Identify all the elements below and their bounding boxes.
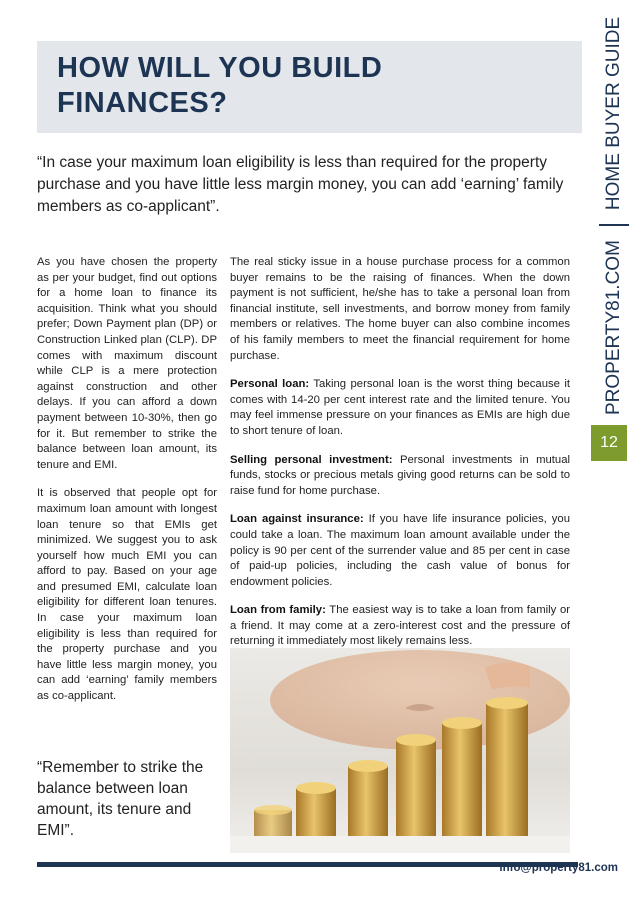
coin-stack-3: [396, 740, 436, 836]
coin-stack-2-top: [348, 760, 388, 772]
guide-label: HOME BUYER GUIDE: [603, 16, 624, 211]
section-heading: Selling personal investment:: [230, 453, 393, 466]
coins-photo: [230, 648, 570, 853]
section-body: Taking personal loan is the worst thing because it comes with 14-20 per cent interest rate and the limited tenure. You may feel immense pressure on your finances as EMIs are high due to short tenure of loan.: [230, 378, 571, 437]
section-heading: Loan against insurance:: [230, 513, 364, 526]
section-loan-against-insurance: [230, 512, 570, 590]
section-body: If you have life insurance policies, you could take a loan. The maximum loan amount available under the policy is 90 per cent of the surrender value and 85 per cent in case of paid-up policies, including the cash value of bonus for endowment policies.: [230, 513, 570, 588]
page-number: 12: [591, 425, 627, 461]
coin-stack-2: [348, 766, 388, 836]
left-paragraph-2: It is observed that people opt for maximum loan amount with longest loan tenure so that EMIs get minimized. We suggest you to ask yourself how much EMI you can afford to pay. Based on your age and presumed EMI, calculate loan eligibility for different loan tenures. In case your maximum loan eligibility is less than required for the property purchase and you have little less margin money, you can add ‘earning’ family members as co-applicant.: [37, 487, 217, 703]
title-line-2: FINANCES?: [57, 87, 228, 119]
left-paragraph-1: As you have chosen the property as per your budget, find out options for a home loan to finance its acquisition. Think what you should prefer; Down Payment plan (DP) or Construction Linked plan (CLP). DP comes with maximum discount while CLP is a mere protection against construction and other delays. If you can afford a down payment between 10-30%, then go for it. But remember to strike the balance between loan amount, its tenure and EMI.: [37, 256, 217, 471]
title-line-1: HOW WILL YOU BUILD: [57, 52, 383, 84]
section-personal-loan: [230, 377, 570, 439]
section-loan-from-family: [230, 603, 570, 650]
coin-stack-0-top: [254, 805, 292, 815]
section-body: The easiest way is to take a loan from family or a friend. It may come at a zero-interest cost and the pressure of returning it immediately most likely remains less.: [230, 604, 570, 648]
right-intro: The real sticky issue in a house purchase process for a common buyer remains to be the raising of finances. When the down payment is not sufficient, he/she has to take a personal loan from financial institute, sell investments, and borrow money from family members or relatives. The home buyer can also combine incomes of his family members to meet the financial requirement for home purchase.: [230, 256, 570, 362]
coin-stack-1-top: [296, 782, 336, 794]
coin-stack-3-top: [396, 734, 436, 746]
coin-stacks-illustration: [230, 648, 570, 853]
right-column: [230, 255, 570, 663]
coin-stack-4-top: [442, 717, 482, 729]
coin-stack-1: [296, 788, 336, 836]
intro-quote: “In case your maximum loan eligibility is less than required for the property purchase and you have little less margin money, you can add ‘earning’ family members as co-applicant”.: [37, 154, 564, 215]
footer-email: info@property81.com: [499, 862, 618, 874]
site-label: PROPERTY81.COM: [603, 240, 624, 415]
page-title: [57, 51, 382, 121]
title-band: [37, 41, 582, 133]
left-column: [37, 255, 217, 718]
side-separator: [599, 224, 629, 226]
coin-stack-5-top: [486, 697, 528, 709]
table-surface: [230, 836, 570, 853]
side-label: [596, 5, 632, 415]
hand-shape: [485, 662, 530, 690]
pull-quote: “Remember to strike the balance between loan amount, its tenure and EMI”.: [37, 759, 204, 839]
coin-stack-5: [486, 703, 528, 836]
section-selling-investment: [230, 453, 570, 500]
section-heading: Loan from family:: [230, 604, 326, 617]
section-body: Personal investments in mutual funds, stocks or precious metals giving good returns can be sold to raise fund for home purchase.: [230, 453, 570, 497]
section-heading: Personal loan:: [230, 378, 310, 391]
coin-stack-4: [442, 723, 482, 836]
